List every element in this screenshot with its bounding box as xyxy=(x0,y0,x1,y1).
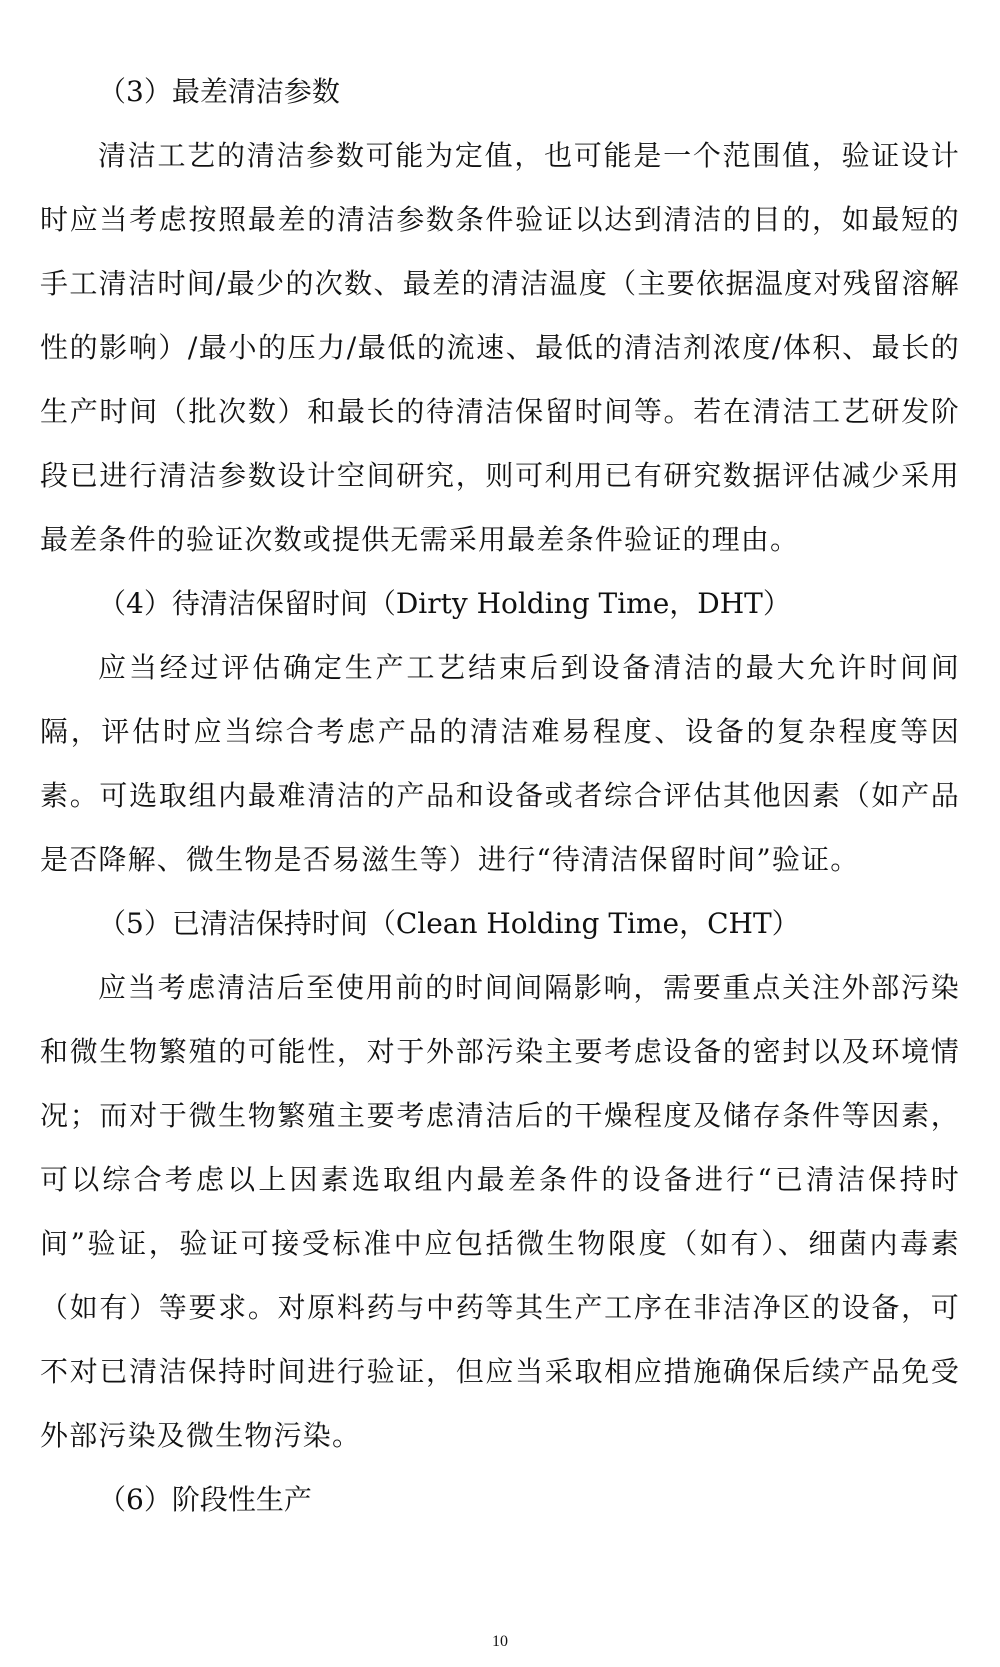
section-3-paragraph: 清洁工艺的清洁参数可能为定值，也可能是一个范围值，验证设计时应当考虑按照最差的清洁参数条件验证以达到清洁的目的，如最短的手工清洁时间/最少的次数、最差的清洁温度（主要依据温度对残留溶解性的影响）/最小的压力/最低的流速、最低的清洁剂浓度/体积、最长的生产时间（批次数）和最长的待清洁保留时间等。若在清洁工艺研发阶段已进行清洁参数设计空间研究，则可利用已有研究数据评估减少采用最差条件的验证次数或提供无需采用最差条件验证的理由。 xyxy=(40,139,960,556)
page-number: 10 xyxy=(492,1633,508,1650)
section-5-paragraph: 应当考虑清洁后至使用前的时间间隔影响，需要重点关注外部污染和微生物繁殖的可能性，对于外部污染主要考虑设备的密封以及环境情况；而对于微生物繁殖主要考虑清洁后的干燥程度及储存条件等因素，可以综合考虑以上因素选取组内最差条件的设备进行“已清洁保持时间”验证，验证可接受标准中应包括微生物限度（如有）、细菌内毒素（如有）等要求。对原料药与中药等其生产工序在非洁净区的设备，可不对已清洁保持时间进行验证，但应当采取相应措施确保后续产品免受外部污染及微生物污染。 xyxy=(40,971,960,1452)
section-4-paragraph: 应当经过评估确定生产工艺结束后到设备清洁的最大允许时间间隔，评估时应当综合考虑产品的清洁难易程度、设备的复杂程度等因素。可选取组内最难清洁的产品和设备或者综合评估其他因素（如产品是否降解、微生物是否易滋生等）进行“待清洁保留时间”验证。 xyxy=(40,651,960,876)
section-3-heading: （3）最差清洁参数 xyxy=(98,75,340,108)
page-content xyxy=(40,60,960,1532)
section-4-heading: （4）待清洁保留时间（Dirty Holding Time，DHT） xyxy=(98,587,791,620)
section-5-heading: （5）已清洁保持时间（Clean Holding Time，CHT） xyxy=(98,907,800,940)
section-6-heading: （6）阶段性生产 xyxy=(98,1483,312,1516)
